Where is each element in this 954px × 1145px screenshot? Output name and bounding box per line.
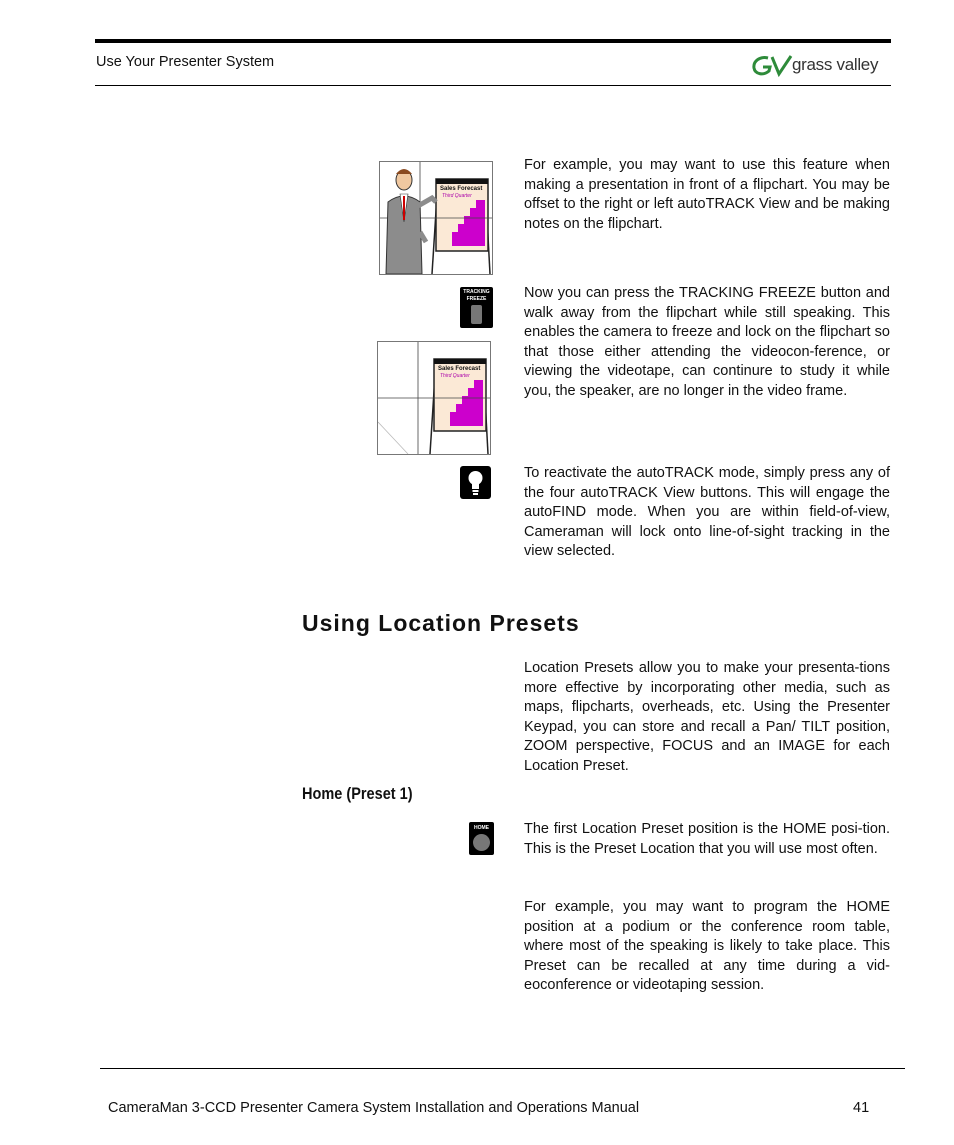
paragraph-home-position: The first Location Preset position is the HOME posi-tion. This is the Preset Location that you will use most often. (524, 821, 890, 857)
header-top-rule (95, 39, 891, 43)
home-button-label: HOME (474, 825, 489, 831)
home-button-icon (469, 822, 494, 855)
chart-subtitle-label: Third Quarter (440, 373, 470, 379)
footer-manual-title: CameraMan 3-CCD Presenter Camera System Installation and Operations Manual (108, 1100, 640, 1116)
paragraph-flipchart-example: For example, you may want to use this feature when making a presentation in front of a flipchart. You may be offset to the right or left autoTRACK View and be making notes on the flipchart. (524, 157, 890, 232)
freeze-button-label-1: TRACKING (463, 289, 490, 295)
paragraph-tracking-freeze: Now you can press the TRACKING FREEZE button and walk away from the flipchart while still speaking. This enables the camera to freeze and lock on the flipchart so that those either attending the videocon-ference, or viewing the videotape, can continure to study it while you, the speaker, are no longer in the video frame. (524, 285, 890, 399)
lightbulb-tip-icon (460, 466, 491, 499)
grass-valley-logo (750, 52, 890, 80)
freeze-button-label-2: FREEZE (466, 296, 487, 302)
paragraph-location-presets: Location Presets allow you to make your presenta-tions more effective by incorporating other media, such as maps, flipcharts, overheads, etc. Using the Presenter Keypad, you can store and recall a Pan/ TILT position, ZOOM perspective, FOCUS and an IMAGE for each Location Preset. (524, 660, 890, 774)
chart-subtitle-label: Third Quarter (442, 193, 472, 199)
section-heading: Using Location Presets (302, 610, 580, 636)
gv-logo-icon (750, 52, 794, 80)
logo-wordmark: grass valley (792, 55, 879, 74)
tracking-freeze-button-icon (460, 287, 493, 328)
paragraph-home-example: For example, you may want to program the HOME position at a podium or the conference room table, where most of the speaking is likely to take place. This Preset can be recalled at any time during a vid-eoconference or videotaping session. (524, 899, 890, 993)
flipchart-illustration (377, 341, 491, 455)
subsection-heading: Home (Preset 1) (302, 785, 413, 803)
footer-rule (100, 1068, 905, 1069)
header-title: Use Your Presenter System (96, 54, 275, 70)
chart-title-label: Sales Forecast (440, 186, 483, 192)
page-number: 41 (853, 1100, 870, 1116)
chart-title-label: Sales Forecast (438, 366, 481, 372)
paragraph-reactivate-autotrack: To reactivate the autoTRACK mode, simply press any of the four autoTRACK View buttons. This will engage the autoFIND mode. When you are within field-of-view, Cameraman will lock onto line-of-sight tracking in the view selected. (524, 465, 890, 559)
header-bottom-rule (95, 85, 891, 86)
presenter-flipchart-illustration (379, 161, 493, 275)
